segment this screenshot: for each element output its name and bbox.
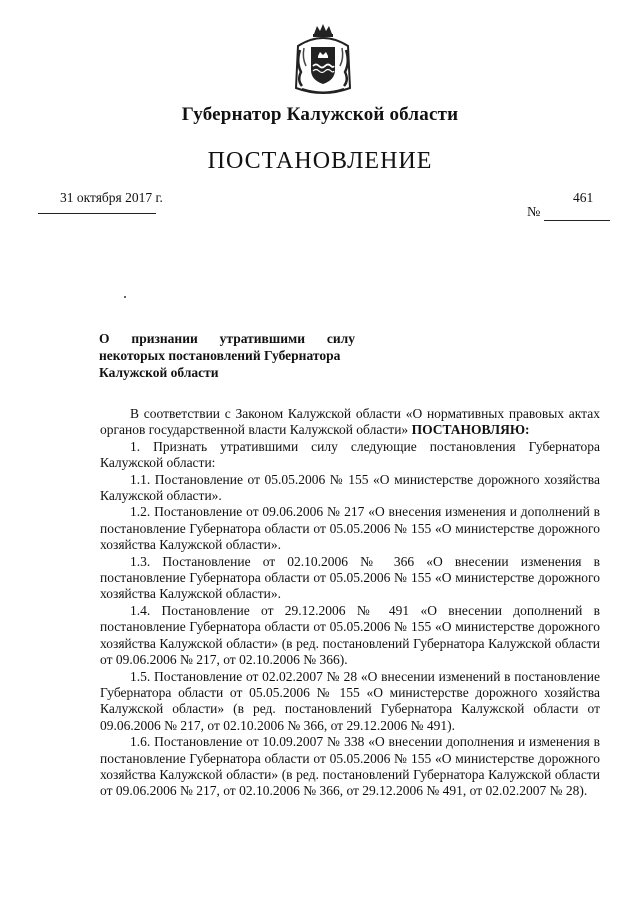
scan-speck [124, 296, 126, 298]
document-date: 31 октября 2017 г. [60, 190, 163, 205]
document-body [100, 406, 600, 800]
item-1-5: 1.5. Постановление от 02.02.2007 № 28 «О внесении изменений в постановление Губернатора области от 05.05.2006 № 155 «О министерстве дорожного хозяйства Калужской области» (в ред. постановлений Губернатора Калужской области от 09.06.2006 № 217, от 02.10.2006 № 366, от 29.12.2006 № 491). [100, 668, 600, 733]
issuing-authority: Губернатор Калужской области [181, 104, 459, 125]
item-1-1: 1.1. Постановление от 05.05.2006 № 155 «О министерстве дорожного хозяйства Калужской области». [100, 471, 600, 504]
preamble-decision: ПОСТАНОВЛЯЮ: [411, 422, 530, 438]
item-1-6: 1.6. Постановление от 10.09.2007 № 338 «О внесении дополнения и изменения в постановление Губернатора области от 05.05.2006 № 155 «О министерстве дорожного хозяйства Калужской области» (в ред. постановлений Губернатора Калужской области от 09.06.2006 № 217, от 02.10.2006 № 366, от 29.12.2006 № 491, от 02.02.2007 № 28). [100, 734, 600, 799]
preamble-text: В соответствии с Законом Калужской области «О нормативных правовых актах органов государственной власти Калужской области» [100, 406, 600, 438]
preamble-paragraph [100, 406, 600, 439]
subject-line-2: некоторых постановлений Губернатора [99, 348, 341, 363]
item-1-2: 1.2. Постановление от 09.06.2006 № 217 «О внесения изменения и дополнений в постановление Губернатора области от 05.05.2006 № 155 «О министерстве дорожного хозяйства Калужской области». [100, 504, 600, 553]
date-underline [38, 213, 156, 214]
item-1-3: 1.3. Постановление от 02.10.2006 № 366 «О внесении изменения в постановление Губернатора области от 05.05.2006 № 155 «О министерстве дорожного хозяйства Калужской области». [100, 553, 600, 602]
document-number: 461 [573, 190, 594, 205]
item-1-4: 1.4. Постановление от 29.12.2006 № 491 «О внесении дополнений в постановление Губернатора области от 05.05.2006 № 155 «О министерстве дорожного хозяйства Калужской области» (в ред. постановлений Губернатора Калужской области от 09.06.2006 № 217, от 02.10.2006 № 366). [100, 602, 600, 668]
number-underline [544, 220, 610, 221]
number-sign: № [527, 205, 541, 220]
subject-line-3: Калужской области [99, 365, 219, 380]
document-type-title: ПОСТАНОВЛЕНИЕ [207, 148, 433, 174]
kaluga-coat-of-arms-icon [292, 22, 354, 98]
subject-line-1: О признании утратившими силу [99, 331, 355, 346]
document-subject [99, 330, 355, 381]
item-1: 1. Признать утратившими силу следующие постановления Губернатора Калужской области: [100, 438, 600, 471]
